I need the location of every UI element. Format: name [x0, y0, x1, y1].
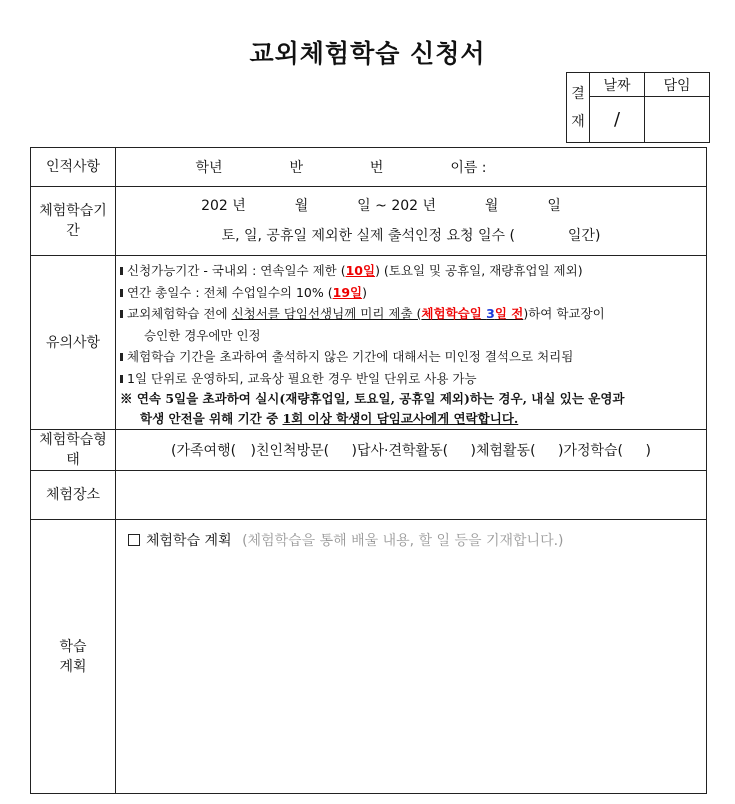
notes-label: 유의사항: [31, 256, 116, 430]
bullet-icon: [120, 353, 123, 361]
option-relatives-visit[interactable]: )친인척방문(: [250, 443, 330, 459]
class-label: 반: [289, 160, 303, 176]
end-year: 202 년: [391, 198, 437, 214]
plan-field[interactable]: [116, 520, 707, 794]
place-field[interactable]: [116, 471, 707, 520]
place-label: 체험장소: [31, 471, 116, 520]
notes-content: [116, 256, 707, 430]
approval-date-header: 날짜: [590, 73, 645, 97]
note-item: 연간 총일수 : 전체 수업일수의 10% (19일): [120, 282, 706, 304]
checkbox-icon[interactable]: [128, 534, 140, 546]
days-close-text: 일간): [567, 228, 601, 244]
note-item: 신청가능기간 - 국내외 : 연속일수 제한 (10일) (토요일 및 공휴일, 재량휴업일 제외): [120, 260, 706, 282]
warning-line-1: ※ 연속 5일을 초과하여 실시(재량휴업일, 토요일, 공휴일 제외)하는 경우, 내실 있는 운영과: [120, 391, 625, 406]
number-label: 번: [369, 160, 384, 176]
end-month: 월: [484, 198, 499, 214]
approval-signature-field[interactable]: [645, 97, 710, 143]
type-label: 체험학습형 태: [31, 430, 116, 471]
application-form: [30, 147, 707, 794]
bullet-icon: [120, 267, 123, 275]
option-family-trip[interactable]: (가족여행(: [171, 443, 237, 459]
option-experience[interactable]: )체험활동(: [470, 443, 536, 459]
option-field-trip[interactable]: )답사·견학활동(: [351, 443, 449, 459]
approval-teacher-header: 담임: [645, 73, 710, 97]
option-home-study[interactable]: )가정학습(: [558, 443, 624, 459]
start-month: 월: [294, 198, 309, 214]
plan-heading: 체험학습 계획: [146, 533, 232, 549]
range-tilde: ~: [375, 198, 387, 214]
student-info-label: 인적사항: [31, 148, 116, 187]
bullet-icon: [120, 375, 123, 383]
bullet-icon: [120, 310, 123, 318]
note-item: 교외체험학습 전에 신청서를 담임선생님께 미리 제출 (체험학습일 3일 전)하여 학교장이: [120, 303, 706, 325]
name-label: 이름 :: [450, 160, 487, 176]
note-item: 체험학습 기간을 초과하여 출석하지 않은 기간에 대해서는 미인정 결석으로 처리됨: [120, 346, 706, 368]
type-options[interactable]: [116, 430, 707, 471]
plan-label: 학습 계획: [31, 520, 116, 794]
end-day: 일: [547, 198, 561, 214]
days-request-text: 토, 일, 공휴일 제외한 실제 출석인정 요청 일수 (: [221, 228, 515, 244]
note-item-continued: 승인한 경우에만 인정: [144, 327, 261, 343]
start-day: 일: [357, 198, 371, 214]
grade-label: 학년: [195, 160, 223, 176]
plan-hint: (체험학습을 통해 배울 내용, 할 일 등을 기재합니다.): [242, 533, 564, 549]
approval-date-field[interactable]: /: [590, 97, 645, 143]
start-year: 202 년: [201, 198, 246, 214]
bullet-icon: [120, 289, 123, 297]
type-close-paren: ): [645, 443, 651, 459]
approval-box: [566, 72, 710, 143]
student-info-field[interactable]: [116, 148, 707, 187]
period-field[interactable]: [116, 187, 707, 256]
warning-line-2: 학생 안전을 위해 기간 중 1회 이상 학생이 담임교사에게 연락합니다.: [140, 411, 519, 426]
page-title: 교외체험학습 신청서: [249, 39, 486, 68]
period-label: 체험학습기 간: [31, 187, 116, 256]
note-item: 1일 단위로 운영하되, 교육상 필요한 경우 반일 단위로 사용 가능: [120, 368, 706, 390]
approval-side-label: 결 재: [567, 73, 590, 143]
